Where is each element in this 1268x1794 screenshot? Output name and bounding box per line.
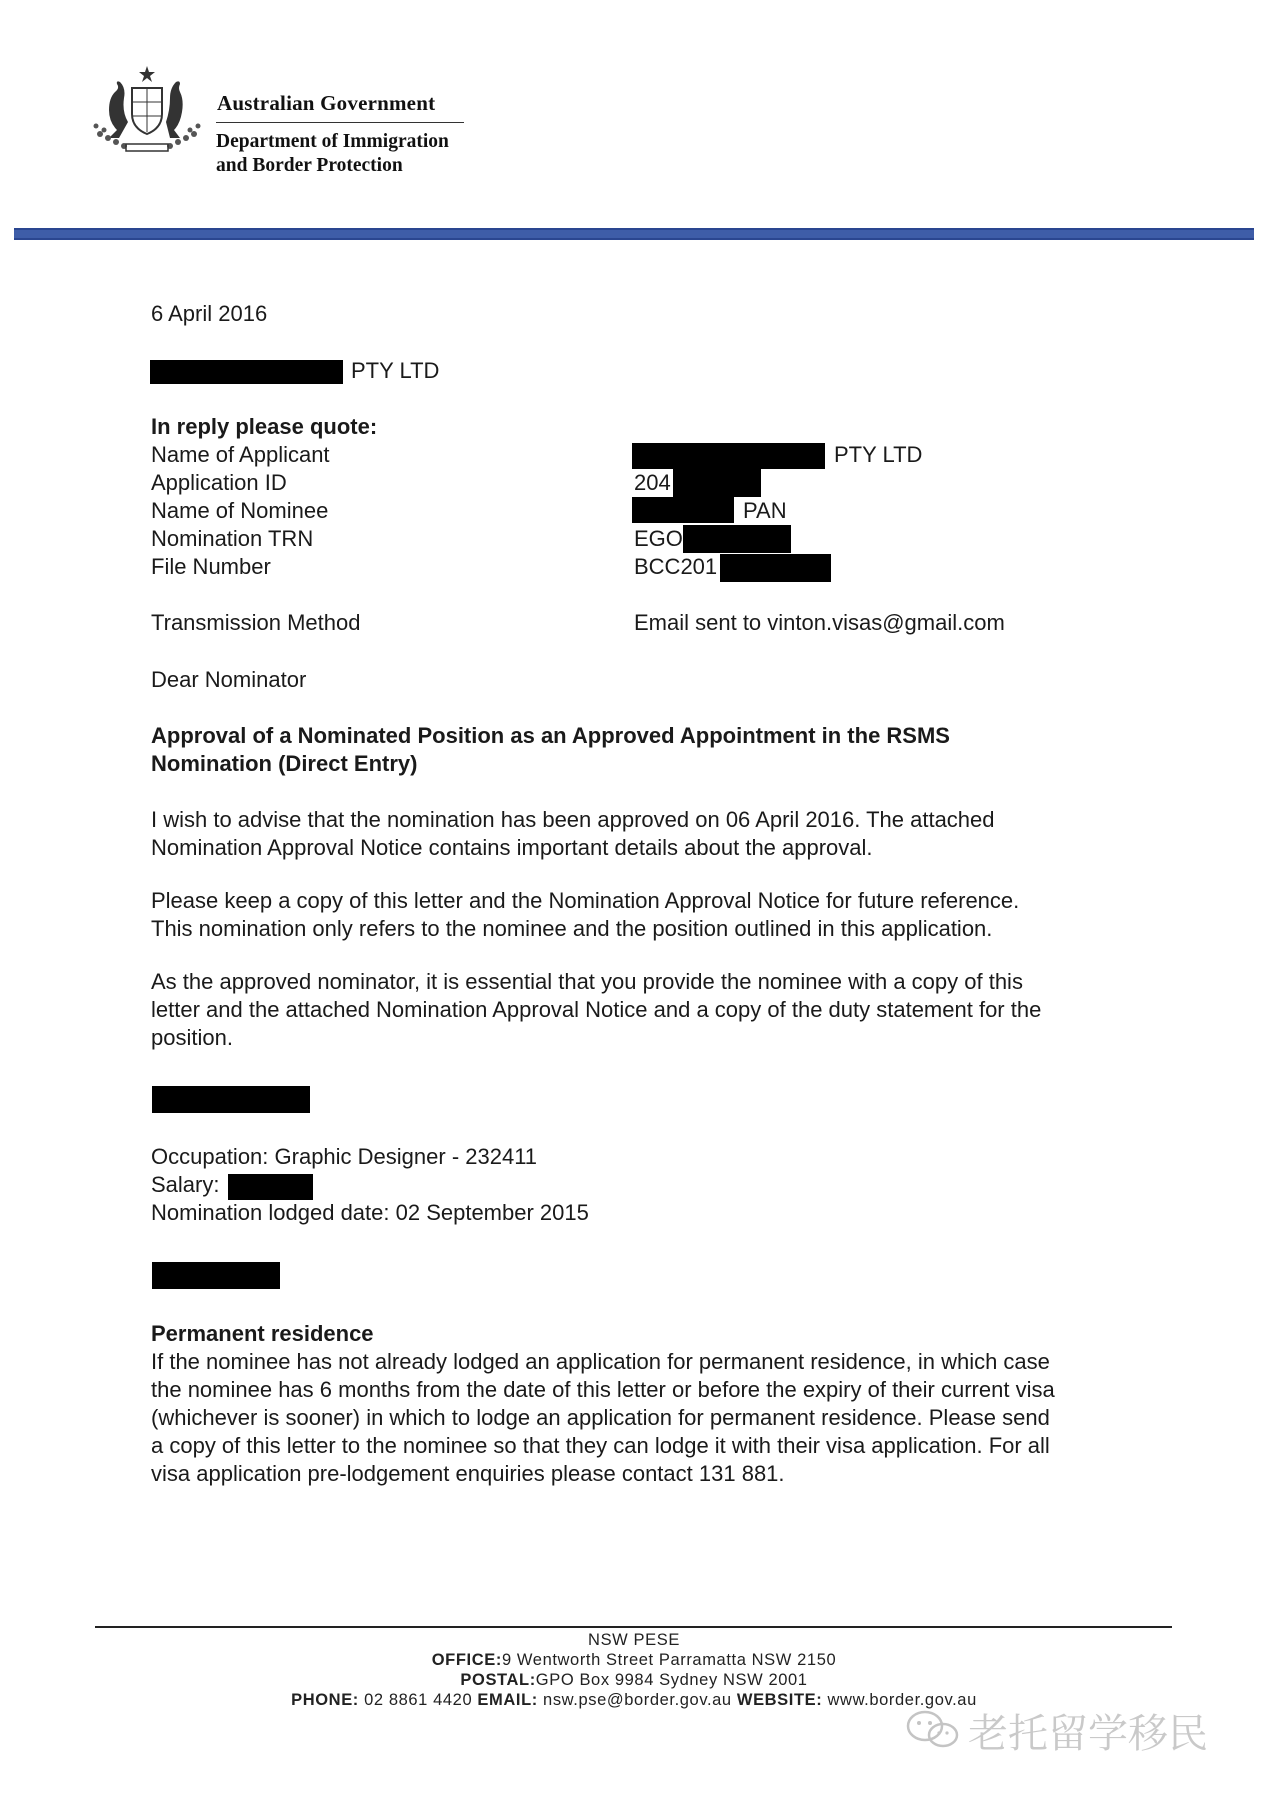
footer-email-value: nsw.pse@border.gov.au [537, 1691, 737, 1709]
redaction-bar [152, 1262, 280, 1289]
footer-office-label: OFFICE: [431, 1651, 502, 1669]
field-value-nominee: PAN [743, 498, 787, 523]
field-label-nominee: Name of Nominee [151, 498, 329, 523]
footer-phone-label: PHONE: [291, 1691, 359, 1709]
field-label-application-id: Application ID [151, 470, 287, 495]
wechat-icon [905, 1708, 961, 1750]
paragraph-line: Please keep a copy of this letter and the Nomination Approval Notice for future reference. [151, 888, 1020, 913]
quote-heading: In reply please quote: [151, 414, 378, 439]
redaction-bar [632, 497, 734, 523]
letter-date: 6 April 2016 [151, 301, 268, 326]
field-value-applicant: PTY LTD [834, 442, 923, 467]
transmission-value: Email sent to vinton.visas@gmail.com [634, 610, 1005, 635]
footer-office-name: NSW PESE [588, 1631, 680, 1649]
salary-label: Salary: [151, 1172, 220, 1197]
footer-postal-value: GPO Box 9984 Sydney NSW 2001 [535, 1671, 808, 1689]
footer-phone-value: 02 8861 4420 [358, 1691, 478, 1709]
footer-divider [95, 1626, 1172, 1628]
addressee-suffix: PTY LTD [351, 358, 440, 383]
department-line-1: Department of Immigration [216, 131, 449, 152]
pr-heading: Permanent residence [151, 1321, 374, 1346]
footer-website-value: www.border.gov.au [822, 1691, 977, 1709]
header-divider [216, 122, 464, 123]
redaction-bar [673, 469, 761, 497]
field-label-applicant: Name of Applicant [151, 442, 330, 467]
paragraph-line: Nomination Approval Notice contains important details about the approval. [151, 835, 873, 860]
paragraph-keep-copy [151, 887, 1019, 943]
watermark-text: 老托留学移民 [968, 1711, 1208, 1757]
redaction-bar [150, 360, 343, 384]
transmission-label: Transmission Method [151, 610, 361, 635]
subject-line-1: Approval of a Nominated Position as an Approved Appointment in the RSMS [151, 723, 950, 748]
field-label-trn: Nomination TRN [151, 526, 314, 551]
paragraph-permanent-residence [151, 1348, 1055, 1488]
occupation-line: Occupation: Graphic Designer - 232411 [151, 1144, 538, 1169]
redaction-bar [720, 554, 831, 582]
government-name: Australian Government [217, 91, 436, 115]
subject-line-2: Nomination (Direct Entry) [151, 751, 418, 776]
footer-postal-label: POSTAL: [460, 1671, 536, 1689]
redaction-bar [152, 1086, 310, 1113]
redaction-bar [632, 443, 825, 469]
field-label-file-number: File Number [151, 554, 271, 579]
coat-of-arms-logo [88, 64, 206, 158]
paragraph-provide-nominee [151, 968, 1041, 1052]
paragraph-line: a copy of this letter to the nominee so that they can lodge it with their visa application. For all [151, 1433, 1050, 1458]
field-value-file-number: BCC201 [634, 554, 718, 579]
paragraph-line: If the nominee has not already lodged an application for permanent residence, in which case [151, 1349, 1050, 1374]
paragraph-line: I wish to advise that the nomination has been approved on 06 April 2016. The attached [151, 807, 995, 832]
department-line-2: and Border Protection [216, 155, 403, 176]
paragraph-line: position. [151, 1025, 233, 1050]
lodged-date-line: Nomination lodged date: 02 September 2015 [151, 1200, 589, 1225]
footer-office-value: 9 Wentworth Street Parramatta NSW 2150 [501, 1651, 837, 1669]
redaction-bar [228, 1174, 313, 1200]
paragraph-line: letter and the attached Nomination Approval Notice and a copy of the duty statement for the [151, 997, 1042, 1022]
paragraph-line: the nominee has 6 months from the date of this letter or before the expiry of their current visa [151, 1377, 1055, 1402]
field-value-trn: EGO [634, 526, 683, 551]
footer-email-label: EMAIL: [477, 1691, 538, 1709]
field-value-application-id: 204 [634, 470, 671, 495]
paragraph-line: (whichever is sooner) in which to lodge an application for permanent residence. Please send [151, 1405, 1050, 1430]
paragraph-line: visa application pre-lodgement enquiries please contact 131 881. [151, 1461, 785, 1486]
salutation: Dear Nominator [151, 667, 307, 692]
footer-office [0, 1650, 1268, 1670]
department-name [216, 130, 449, 178]
paragraph-approval [151, 806, 995, 862]
letterhead-band [14, 228, 1254, 240]
footer-website-label: WEBSITE: [736, 1691, 823, 1709]
redaction-bar [683, 525, 791, 553]
footer-postal [0, 1670, 1268, 1690]
paragraph-line: This nomination only refers to the nominee and the position outlined in this application. [151, 916, 993, 941]
paragraph-line: As the approved nominator, it is essential that you provide the nominee with a copy of this [151, 969, 1023, 994]
